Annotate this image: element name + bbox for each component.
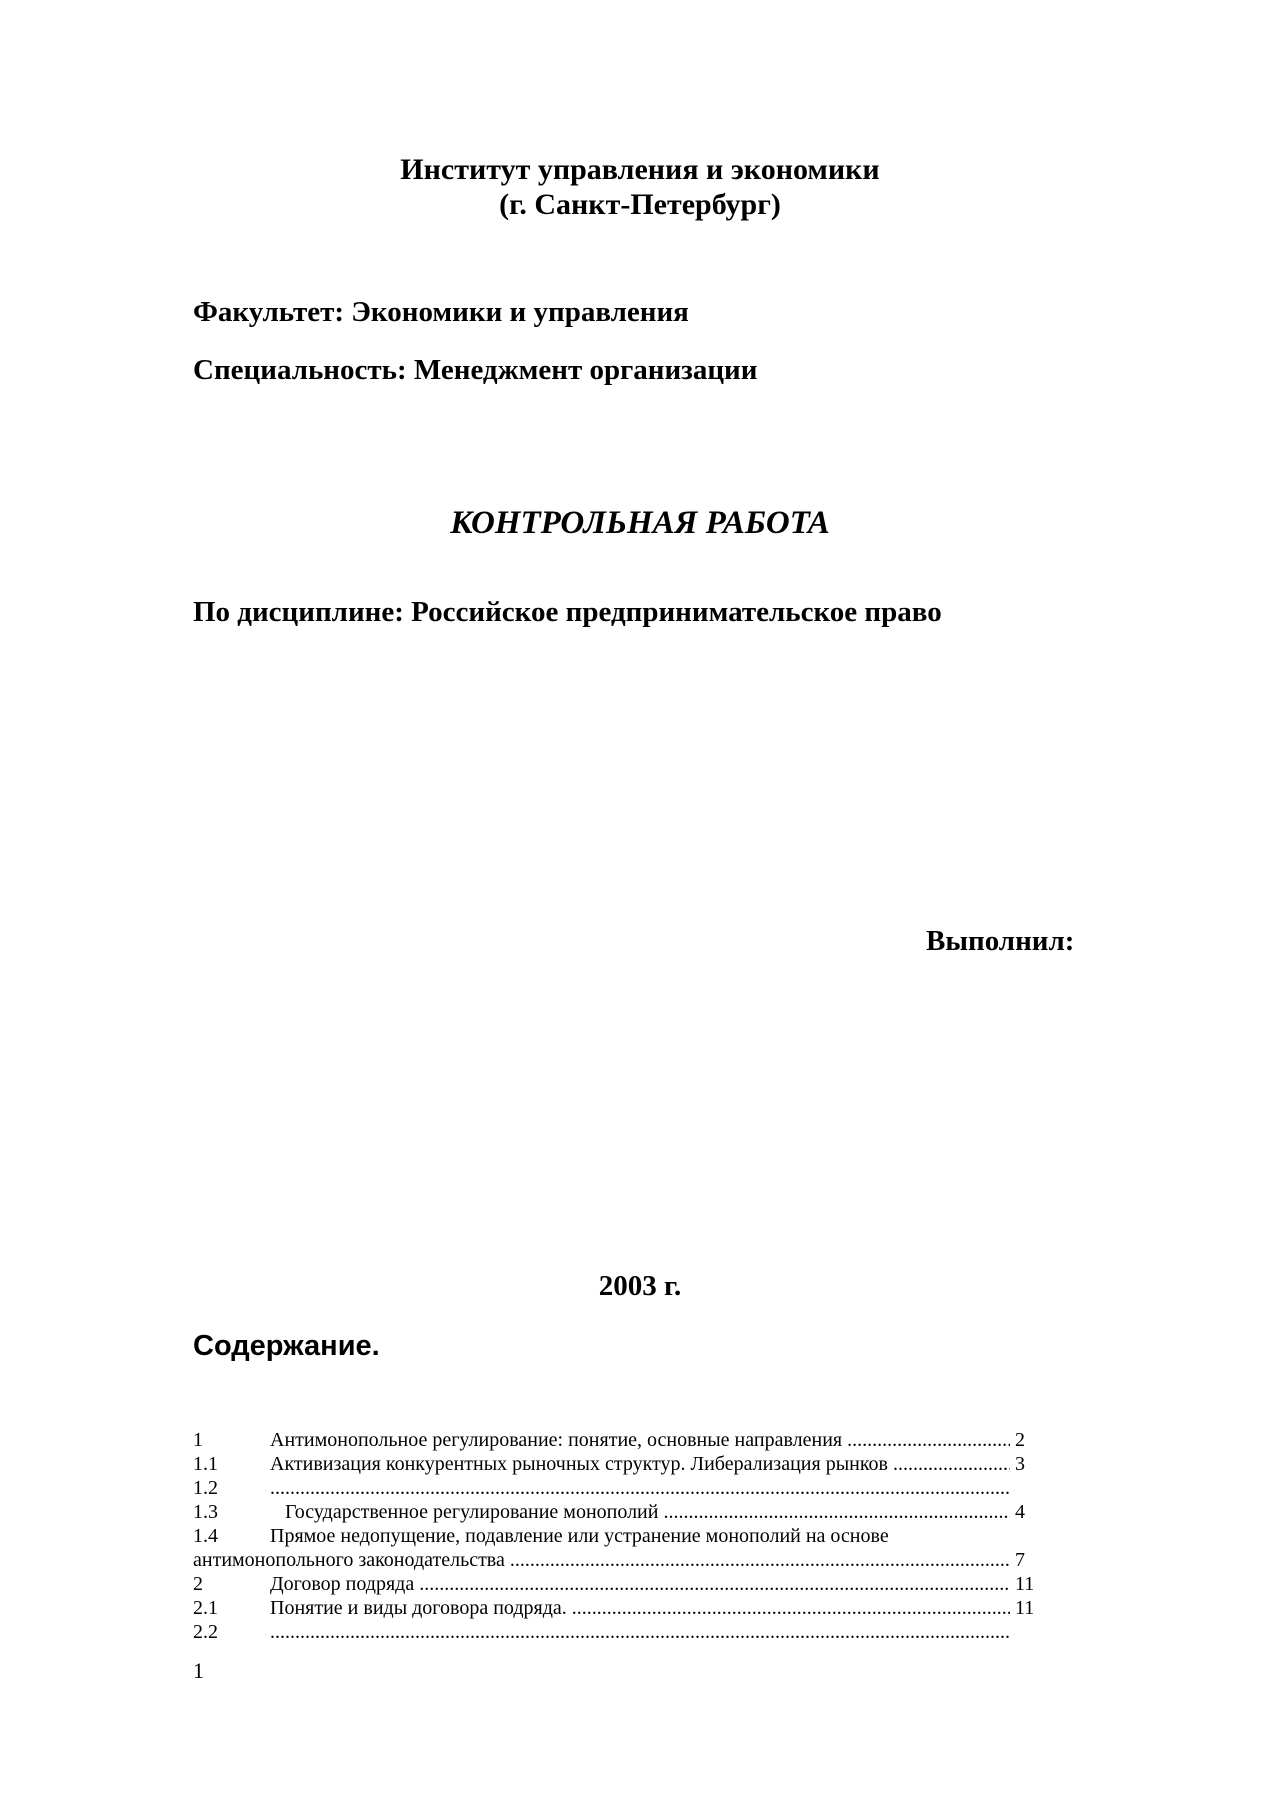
toc-heading: Содержание. [193, 1330, 380, 1362]
toc-entry-label [270, 1476, 1010, 1500]
year-label: 2003 г. [598, 1270, 682, 1302]
toc-entry-number: 1 [193, 1429, 203, 1451]
toc-entry-page: 7 [1015, 1549, 1025, 1571]
toc-entry-continuation[interactable] [193, 1548, 1053, 1572]
toc-entry-label: Активизация конкурентных рыночных структур. Либерализация рынков ..... [270, 1452, 1010, 1476]
institute-name: Институт управления и экономики [400, 153, 880, 186]
toc-entry[interactable] [193, 1476, 1053, 1500]
table-of-contents [193, 1428, 1053, 1644]
toc-entry-label: Антимонопольное регулирование: понятие, основные направления ..... [270, 1428, 1010, 1452]
toc-entry-page: 11 [1015, 1597, 1035, 1619]
toc-entry[interactable] [193, 1428, 1053, 1452]
toc-entry-label: Прямое недопущение, подавление или устранение монополий на основе [270, 1525, 889, 1547]
toc-entry-page: 2 [1015, 1429, 1025, 1451]
toc-entry-label: Понятие и виды договора подряда. ..... [270, 1596, 1010, 1620]
toc-entry-number: 1.4 [193, 1525, 218, 1547]
document-title: КОНТРОЛЬНАЯ РАБОТА [450, 505, 830, 541]
toc-entry-page: 3 [1015, 1453, 1025, 1475]
toc-entry-page: 11 [1015, 1573, 1035, 1595]
performed-by-label: Выполнил: [926, 925, 1075, 957]
toc-entry-number: 1.1 [193, 1453, 218, 1475]
faculty-line: Факультет: Экономики и управления [193, 296, 689, 328]
toc-entry[interactable] [193, 1500, 1053, 1524]
toc-entry[interactable] [193, 1572, 1053, 1596]
toc-entry[interactable] [193, 1596, 1053, 1620]
institute-header [0, 152, 1280, 222]
toc-entry-page: 4 [1015, 1501, 1025, 1523]
discipline-line: По дисциплине: Российское предпринимательское право [193, 596, 942, 628]
toc-entry-label-continued: антимонопольного законодательства ..... [193, 1548, 1010, 1572]
toc-entry-number: 2.2 [193, 1621, 218, 1643]
toc-entry-label: Договор подряда ..... [270, 1572, 1010, 1596]
toc-entry-number: 1.2 [193, 1477, 218, 1499]
toc-entry-number: 1.3 [193, 1501, 218, 1523]
institute-city: (г. Санкт-Петербург) [499, 188, 781, 221]
specialty-line: Специальность: Менеджмент организации [193, 354, 758, 386]
toc-entry-number: 2 [193, 1573, 203, 1595]
toc-entry[interactable] [193, 1620, 1053, 1644]
toc-entry-label [270, 1620, 1010, 1644]
toc-entry-number: 2.1 [193, 1597, 218, 1619]
toc-entry[interactable] [193, 1524, 1053, 1548]
page-number: 1 [193, 1658, 204, 1683]
toc-entry[interactable] [193, 1452, 1053, 1476]
toc-entry-label: Государственное регулирование монополий ..... [270, 1500, 1010, 1524]
